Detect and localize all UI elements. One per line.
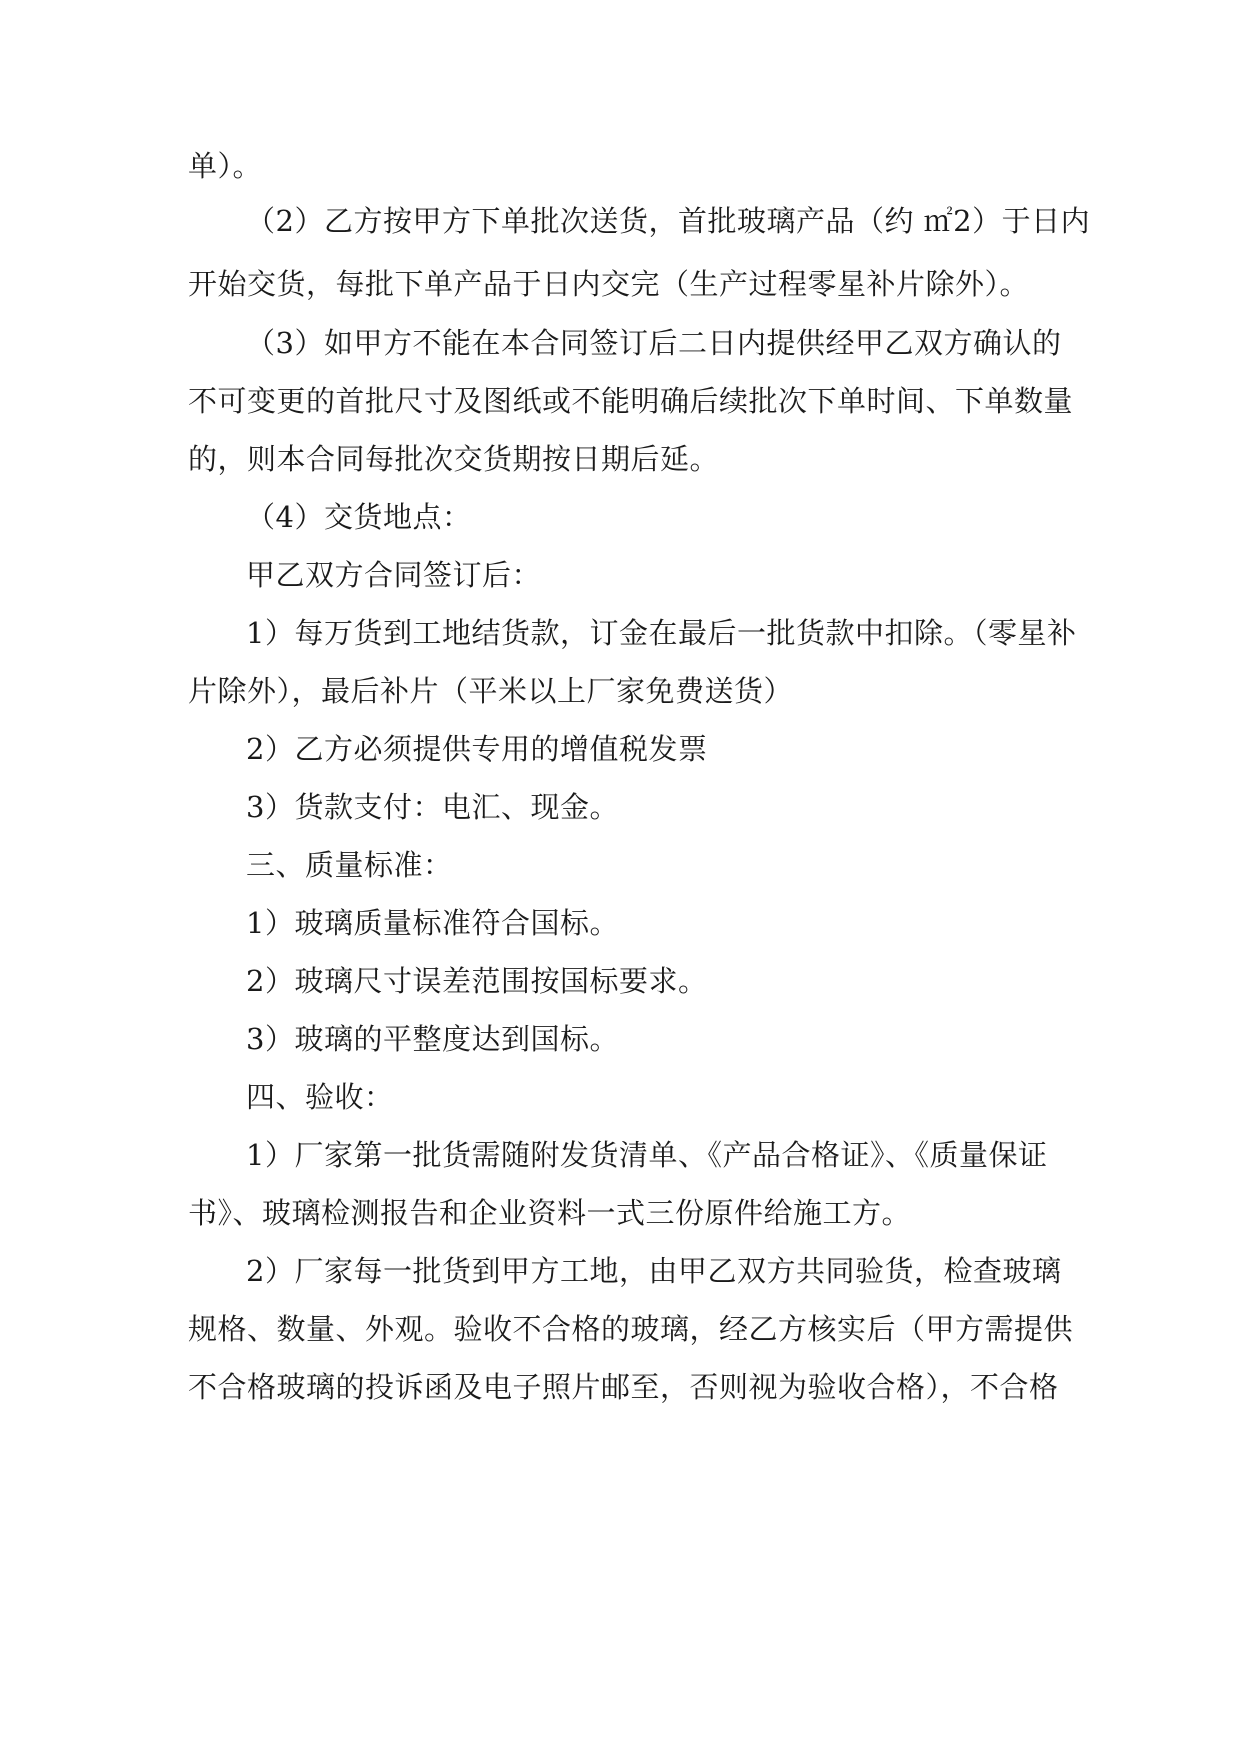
- text-line: 2）厂家每一批货到甲方工地，由甲乙双方共同验货，检查玻璃: [246, 1254, 1062, 1288]
- text-line: 不可变更的首批尺寸及图纸或不能明确后续批次下单时间、下单数量: [188, 384, 1074, 418]
- text-line: 书》、玻璃检测报告和企业资料一式三份原件给施工方。: [188, 1196, 912, 1230]
- text-line: 三、质量标准：: [246, 848, 453, 882]
- text-line: 规格、数量、外观。验收不合格的玻璃，经乙方核实后（甲方需提供: [188, 1312, 1074, 1346]
- text-line: 四、验收：: [246, 1080, 394, 1114]
- text-line: 开始交货，每批下单产品于日内交完（生产过程零星补片除外）。: [188, 267, 1030, 301]
- text-line: 2）玻璃尺寸误差范围按国标要求。: [246, 964, 708, 998]
- text-line: 不合格玻璃的投诉函及电子照片邮至，否则视为验收合格），不合格: [188, 1370, 1059, 1404]
- text-line: 2）乙方必须提供专用的增值税发票: [246, 732, 708, 766]
- text-line: （2）乙方按甲方下单批次送货，首批玻璃产品（约 ㎡2）于日内: [246, 204, 1091, 238]
- text-line: 甲乙双方合同签订后：: [246, 558, 542, 592]
- text-line: 3）货款支付：电汇、现金。: [246, 790, 619, 824]
- text-line: 单）。: [188, 149, 263, 183]
- text-line: 1）每万货到工地结货款，订金在最后一批货款中扣除。（零星补: [246, 616, 1077, 650]
- text-line: 片除外），最后补片（平米以上厂家免费送货）: [188, 674, 794, 708]
- text-line: （3）如甲方不能在本合同签订后二日内提供经甲乙双方确认的: [246, 326, 1062, 360]
- text-line: 3）玻璃的平整度达到国标。: [246, 1022, 619, 1056]
- text-line: 1）厂家第一批货需随附发货清单、《产品合格证》、《质量保证: [246, 1138, 1048, 1172]
- text-line: 的，则本合同每批次交货期按日期后延。: [188, 442, 720, 476]
- text-line: （4）交货地点：: [246, 500, 472, 534]
- text-line: 1）玻璃质量标准符合国标。: [246, 906, 619, 940]
